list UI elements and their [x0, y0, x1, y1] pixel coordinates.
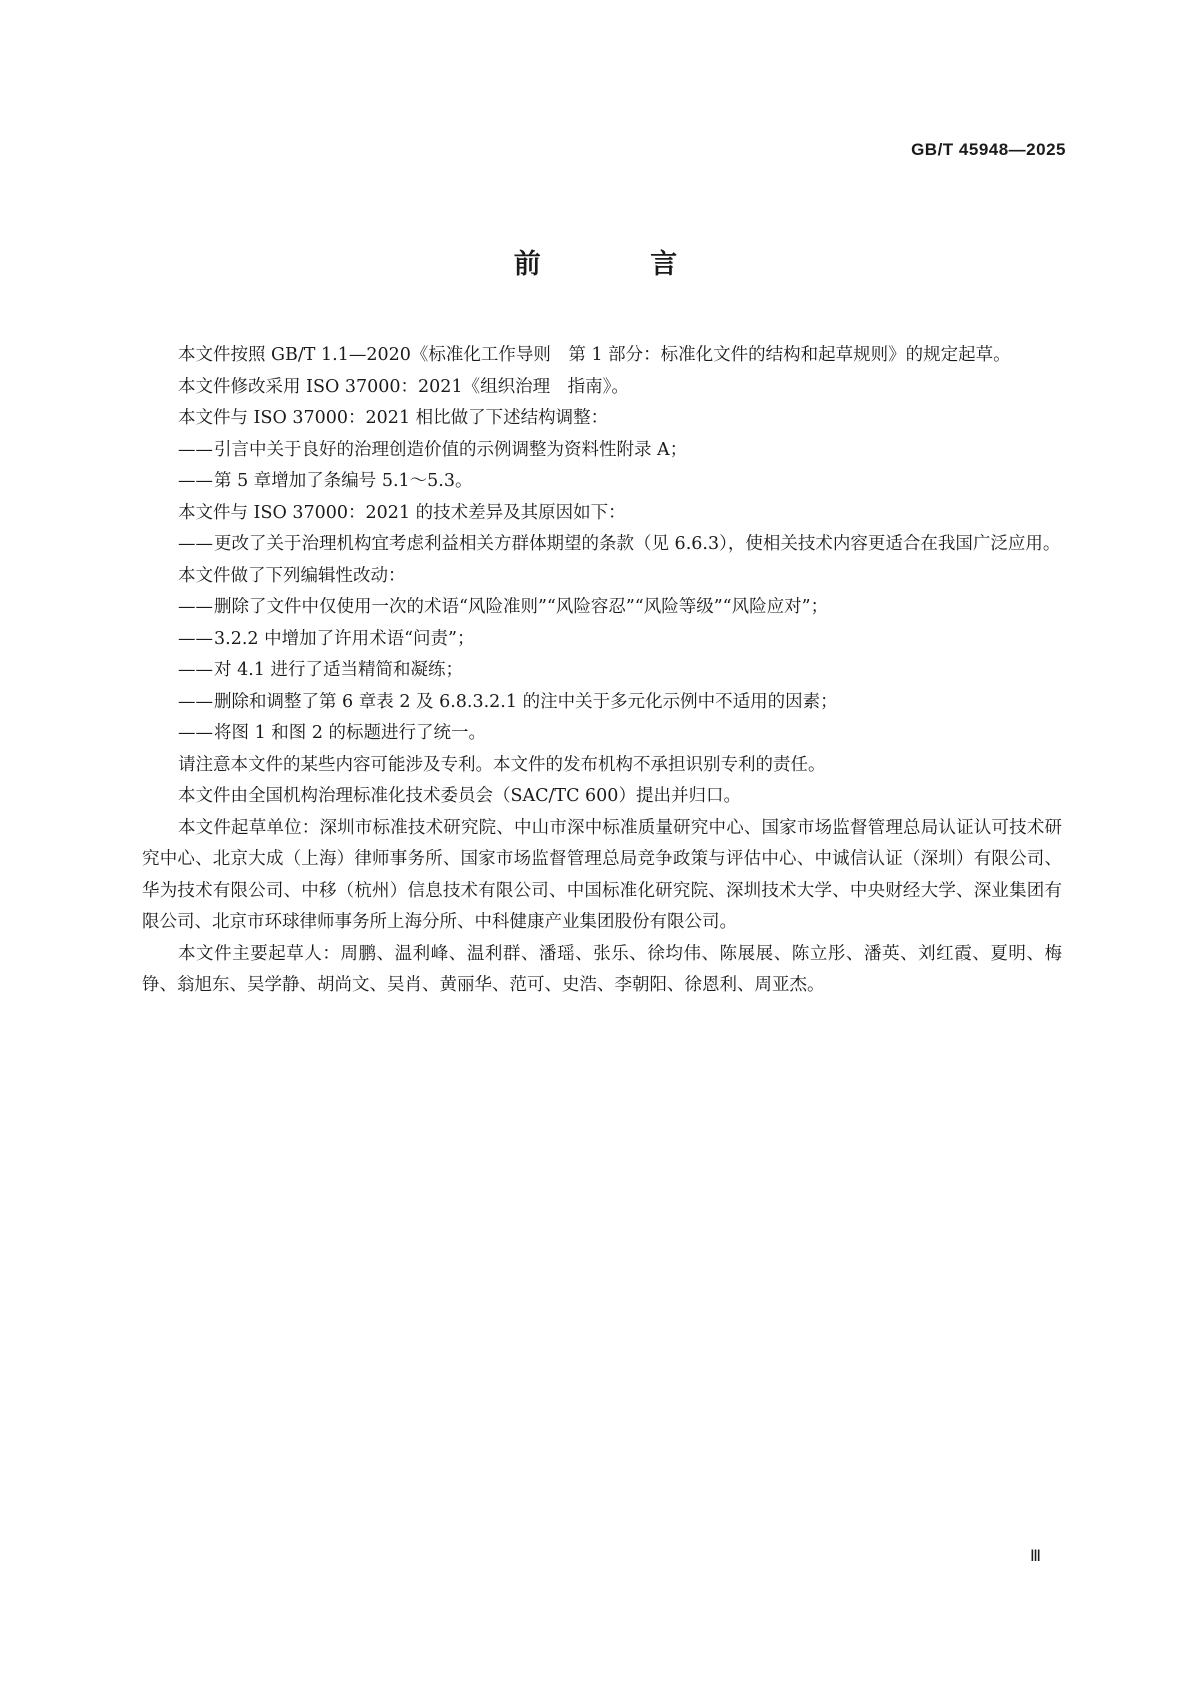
- paragraph-adoption: 本文件修改采用 ISO 37000：2021《组织治理 指南》。: [178, 376, 629, 397]
- list-item-text: 更改了关于治理机构宜考虑利益相关方群体期望的条款（见 6.6.3），使相关技术内容更适合在我国广泛应用。: [214, 534, 1061, 554]
- list-item: [142, 529, 1062, 561]
- list-item-text: 将图 1 和图 2 的标题进行了统一。: [214, 723, 487, 743]
- list-item: [142, 592, 1062, 624]
- list-item-text: 删除和调整了第 6 章表 2 及 6.8.3.2.1 的注中关于多元化示例中不适用的因素；: [214, 691, 838, 712]
- dash-marker: ——: [178, 471, 213, 491]
- dash-marker: ——: [178, 691, 213, 712]
- dash-marker: ——: [178, 439, 213, 460]
- paragraph-drafters: 本文件主要起草人：周鹏、温利峰、温利群、潘瑶、张乐、徐均伟、陈展展、陈立彤、潘英、刘红霞、夏明、梅铮、翁旭东、吴学静、胡尚文、吴肖、黄丽华、范可、史浩、李朝阳、徐恩利、周亚杰。: [142, 943, 1062, 995]
- paragraph-drafting-rules: 本文件按照 GB/T 1.1—2020《标准化工作导则 第 1 部分：标准化文件的结构和起草规则》的规定起草。: [178, 345, 1011, 365]
- list-item: [142, 655, 1062, 687]
- list-item: [142, 718, 1062, 750]
- dash-marker: ——: [178, 534, 213, 554]
- list-item-text: 删除了文件中仅使用一次的术语“风险准则”“风险容忍”“风险等级”“风险应对”；: [214, 597, 829, 617]
- page-title: 前 言: [513, 249, 728, 280]
- paragraph-structural-changes: 本文件与 ISO 37000：2021 相比做了下述结构调整：: [178, 408, 609, 428]
- page-number: Ⅲ: [1029, 1548, 1041, 1565]
- list-item-text: 对 4.1 进行了适当精简和凝练；: [214, 660, 463, 680]
- list-item-text: 3.2.2 中增加了许用术语“问责”；: [214, 628, 475, 649]
- list-item: [142, 435, 1062, 467]
- paragraph-patent-notice: 请注意本文件的某些内容可能涉及专利。本文件的发布机构不承担识别专利的责任。: [178, 754, 826, 775]
- list-item: [142, 624, 1062, 656]
- standard-code: GB/T 45948—2025: [911, 140, 1066, 159]
- dash-marker: ——: [178, 628, 213, 649]
- paragraph-technical-differences: 本文件与 ISO 37000：2021 的技术差异及其原因如下：: [178, 502, 626, 523]
- dash-marker: ——: [178, 597, 213, 617]
- dash-marker: ——: [178, 723, 213, 743]
- dash-marker: ——: [178, 660, 213, 680]
- list-item-text: 引言中关于良好的治理创造价值的示例调整为资料性附录 A；: [214, 439, 688, 460]
- paragraph-proposer: 本文件由全国机构治理标准化技术委员会（SAC/TC 600）提出并归口。: [178, 786, 741, 806]
- list-item: [142, 466, 1062, 498]
- paragraph-drafting-organizations: 本文件起草单位：深圳市标准技术研究院、中山市深中标准质量研究中心、国家市场监督管理总局认证认可技术研究中心、北京大成（上海）律师事务所、国家市场监督管理总局竞争政策与评估中心、中诚信认证（深圳）有限公司、华为技术有限公司、中移（杭州）信息技术有限公司、中国标准化研究院、深圳技术大学、中央财经大学、深业集团有限公司、北京市环球律师事务所上海分所、中科健康产业集团股份有限公司。: [142, 817, 1062, 932]
- paragraph-editorial-changes: 本文件做了下列编辑性改动：: [178, 565, 406, 586]
- foreword-body: [142, 340, 1062, 1002]
- list-item-text: 第 5 章增加了条编号 5.1～5.3。: [214, 471, 473, 491]
- list-item: [142, 687, 1062, 719]
